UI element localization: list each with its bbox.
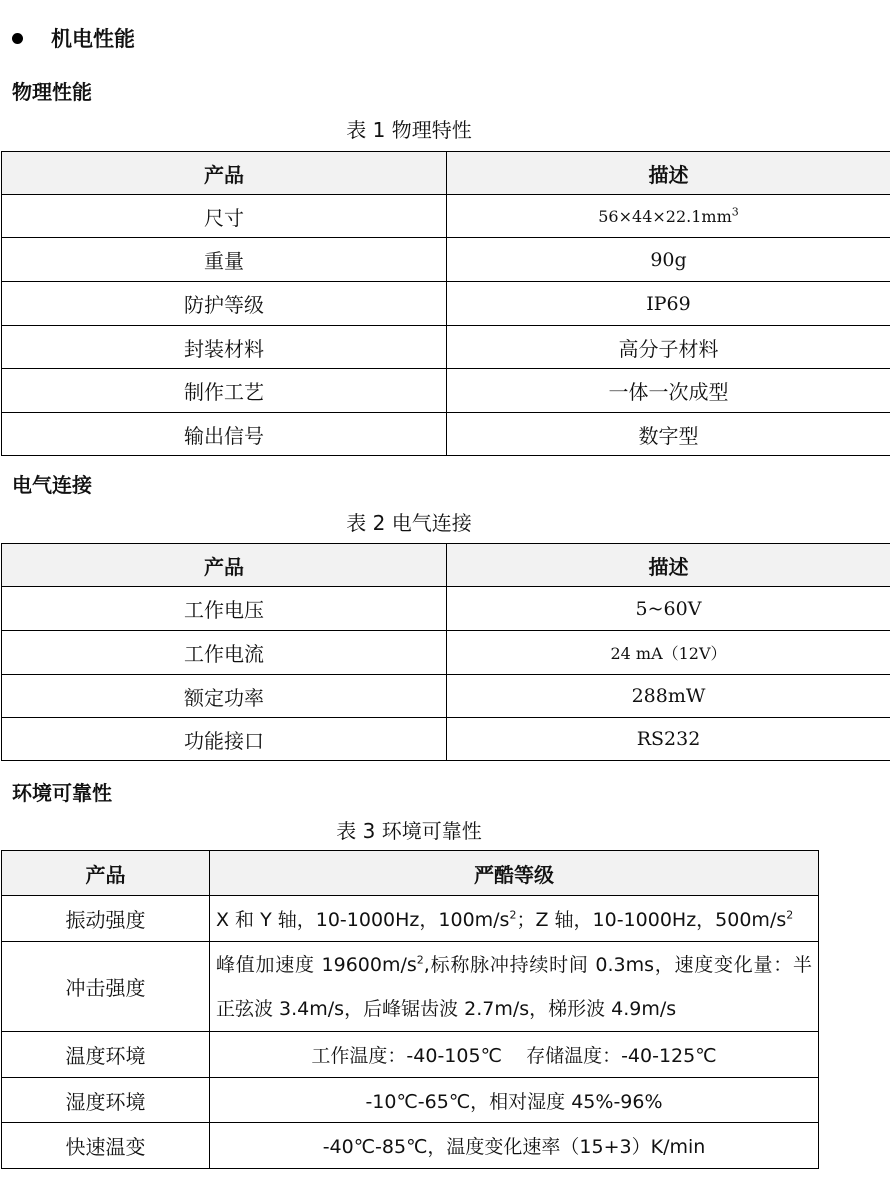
table-row [2,896,819,942]
vibration-text: X 和 Y 轴，10-1000Hz，100m/s [216,909,510,931]
table-row [2,369,890,413]
dimension-value: 56×44×22.1mm [598,206,732,226]
row-value: 高分子材料 [447,326,890,369]
row-value [210,942,819,1032]
row-label: 快速温变 [2,1123,210,1169]
superscript: 2 [786,908,794,922]
table-row [2,587,890,631]
superscript: 2 [416,953,424,967]
section-title [12,22,135,54]
bullet-icon [12,33,23,44]
table-row [2,1123,819,1169]
row-label: 工作电流 [2,631,447,675]
row-value: 5~60V [447,587,890,631]
table-row [2,238,890,282]
row-label: 功能接口 [2,718,447,761]
row-value [447,195,890,238]
table-row [2,195,890,238]
table2-caption: 表 2 电气连接 [346,511,472,535]
electrical-table [1,543,890,761]
row-value: 90g [447,238,890,282]
row-label: 温度环境 [2,1032,210,1078]
environment-table [1,850,819,1169]
row-label: 冲击强度 [2,942,210,1032]
row-label: 尺寸 [2,195,447,238]
row-value: 工作温度：-40-105℃ 存储温度：-40-125℃ [210,1032,819,1078]
environment-heading: 环境可靠性 [12,781,112,805]
row-value: 一体一次成型 [447,369,890,413]
table-row [2,413,890,456]
table-row [2,282,890,326]
row-value: -40℃-85℃，温度变化速率（15+3）K/min [210,1123,819,1169]
row-label: 输出信号 [2,413,447,456]
vibration-text: ；Z 轴，10-1000Hz，500m/s [516,909,787,931]
row-label: 湿度环境 [2,1078,210,1123]
header-product: 产品 [2,544,447,587]
row-value [210,896,819,942]
table-row [2,942,819,1032]
table-row [2,1032,819,1078]
row-value: IP69 [447,282,890,326]
physical-heading: 物理性能 [12,80,92,104]
table1-caption: 表 1 物理特性 [346,118,472,142]
row-label: 防护等级 [2,282,447,326]
table-row [2,675,890,718]
header-description: 描述 [447,544,890,587]
electrical-heading: 电气连接 [12,473,92,497]
row-value: 288mW [447,675,890,718]
table-row [2,631,890,675]
row-label: 工作电压 [2,587,447,631]
shock-text: ,标称脉冲持续时间 0.3ms，速度变化量：半正弦波 3.4m/s，后峰锯齿波 2.7m/s，梯形波 4.9m/s [216,953,812,1020]
row-value: RS232 [447,718,890,761]
physical-table [1,151,890,456]
shock-text: 峰值加速度 19600m/s [216,953,417,976]
table3-caption: 表 3 环境可靠性 [336,819,482,843]
header-product: 产品 [2,152,447,195]
row-label: 额定功率 [2,675,447,718]
row-value: 24 mA（12V） [447,631,890,675]
row-label: 制作工艺 [2,369,447,413]
header-product: 产品 [2,851,210,896]
table-row [2,1078,819,1123]
row-label: 重量 [2,238,447,282]
superscript: 3 [731,205,739,219]
table-row [2,326,890,369]
header-severity: 严酷等级 [210,851,819,896]
header-description: 描述 [447,152,890,195]
superscript: 2 [509,908,517,922]
row-label: 封装材料 [2,326,447,369]
section-title-text: 机电性能 [51,27,135,51]
table-row [2,718,890,761]
row-label: 振动强度 [2,896,210,942]
row-value: -10℃-65℃，相对湿度 45%-96% [210,1078,819,1123]
row-value: 数字型 [447,413,890,456]
